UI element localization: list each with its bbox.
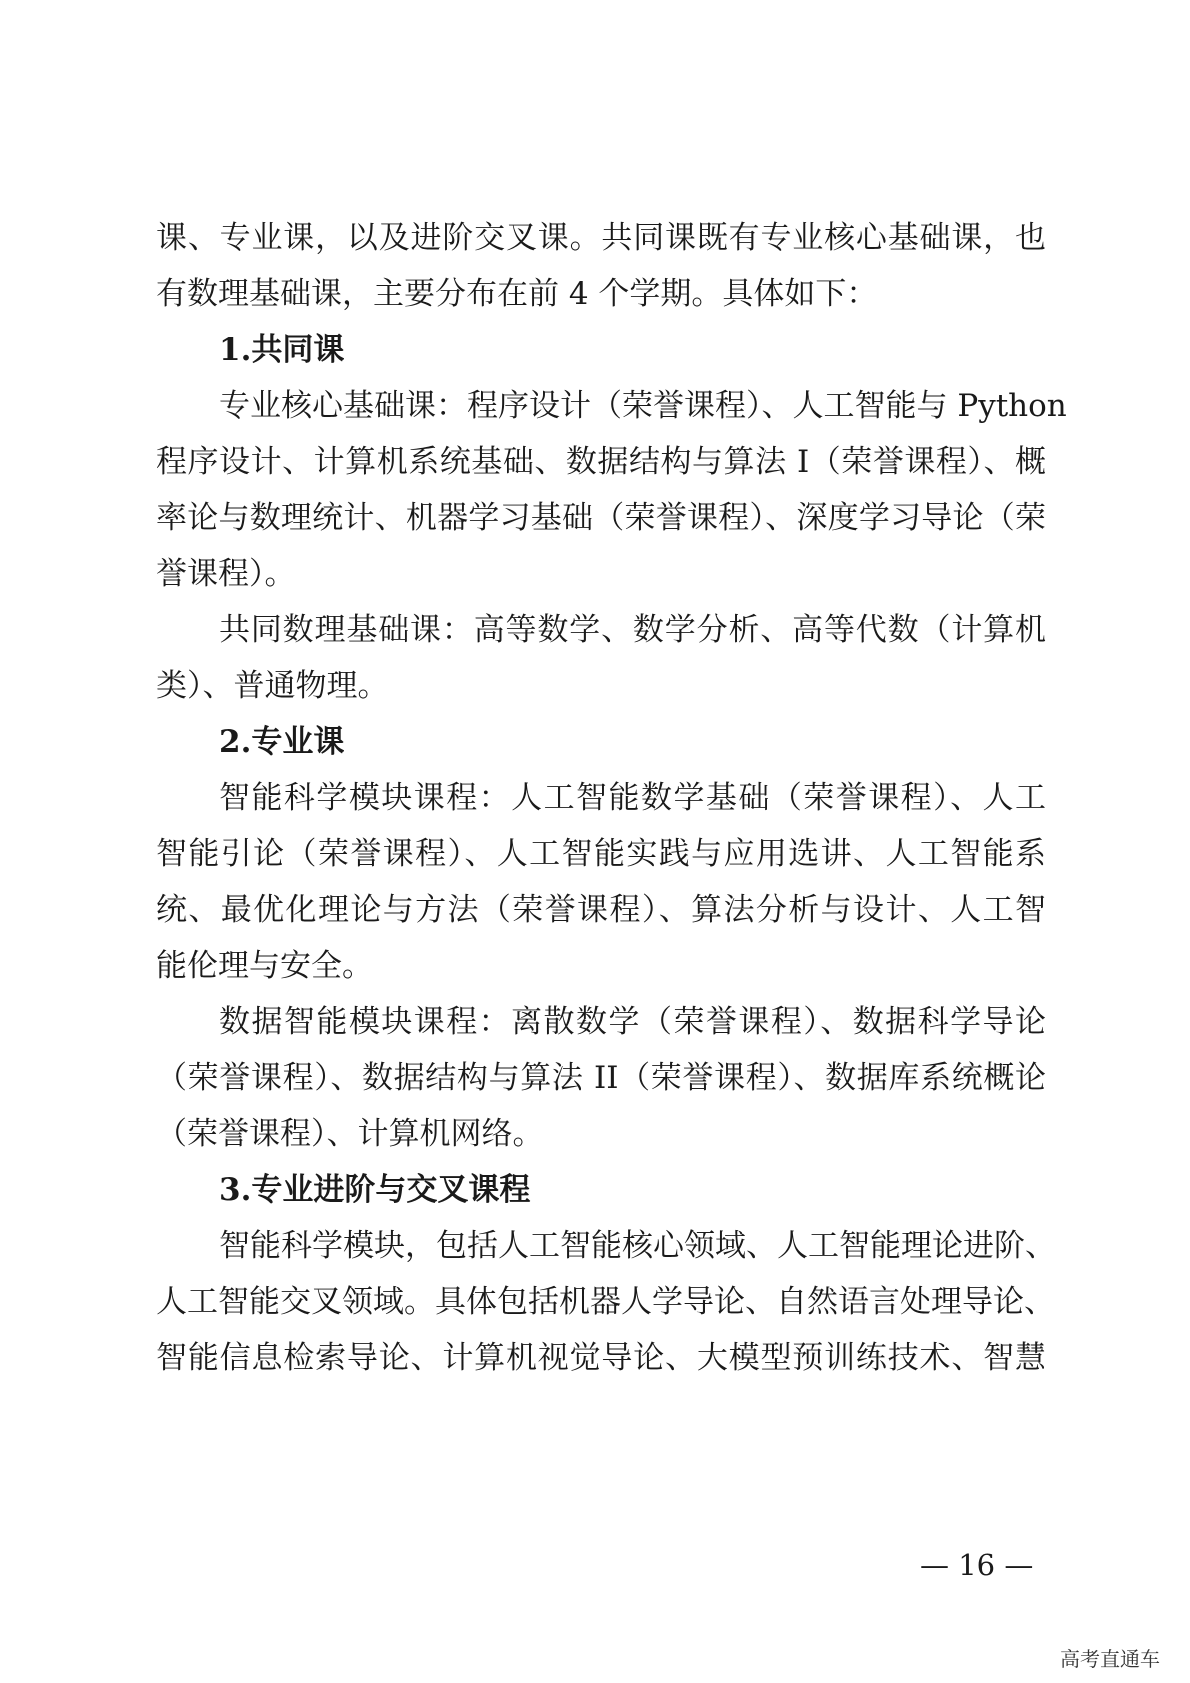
paragraph-line: 智能科学模块课程：人工智能数学基础（荣誉课程）、人工 <box>219 780 1046 816</box>
paragraph-line: 共同数理基础课：高等数学、数学分析、高等代数（计算机 <box>219 612 1046 648</box>
paragraph-line: 课、专业课，以及进阶交叉课。共同课既有专业核心基础课，也 <box>156 220 1046 256</box>
paragraph-line: 类）、普通物理。 <box>156 668 389 704</box>
watermark: 高考直通车 <box>1060 1647 1160 1671</box>
paragraph-line: 智能信息检索导论、计算机视觉导论、大模型预训练技术、智慧 <box>156 1340 1046 1376</box>
paragraph-line: 能伦理与安全。 <box>156 948 373 984</box>
section-heading: 3.专业进阶与交叉课程 <box>219 1172 531 1208</box>
paragraph-line: 专业核心基础课：程序设计（荣誉课程）、人工智能与 Python <box>219 388 1067 424</box>
paragraph-line: 智能引论（荣誉课程）、人工智能实践与应用选讲、人工智能系 <box>156 836 1046 872</box>
paragraph-line: 程序设计、计算机系统基础、数据结构与算法 I（荣誉课程）、概 <box>156 444 1046 480</box>
paragraph-line: 率论与数理统计、机器学习基础（荣誉课程）、深度学习导论（荣 <box>156 500 1046 536</box>
paragraph-line: （荣誉课程）、数据结构与算法 II（荣誉课程）、数据库系统概论 <box>156 1060 1046 1096</box>
paragraph-line: 数据智能模块课程：离散数学（荣誉课程）、数据科学导论 <box>219 1004 1046 1040</box>
paragraph-line: 人工智能交叉领域。具体包括机器人学导论、自然语言处理导论、 <box>156 1284 1055 1320</box>
paragraph-line: （荣誉课程）、计算机网络。 <box>156 1116 544 1152</box>
page-number: — 16 — <box>920 1548 1034 1582</box>
paragraph-line: 誉课程）。 <box>156 556 296 592</box>
paragraph-line: 有数理基础课，主要分布在前 4 个学期。具体如下： <box>156 276 878 312</box>
section-heading: 2.专业课 <box>219 724 345 760</box>
section-heading: 1.共同课 <box>219 332 345 368</box>
paragraph-line: 统、最优化理论与方法（荣誉课程）、算法分析与设计、人工智 <box>156 892 1046 928</box>
paragraph-line: 智能科学模块，包括人工智能核心领域、人工智能理论进阶、 <box>219 1228 1056 1264</box>
